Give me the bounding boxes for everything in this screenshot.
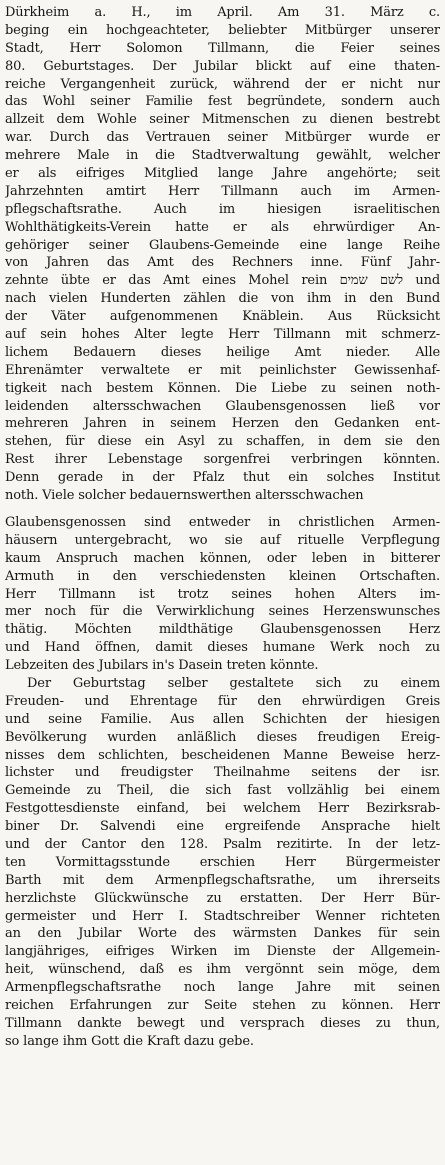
text-line: tigkeit nach bestem Können. Die Liebe zu seinen noth- xyxy=(5,380,440,396)
text-line: Stadt, Herr Solomon Tillmann, die Feier seines xyxy=(5,40,440,56)
text-line: Rest ihrer Lebenstage sorgenfrei verbringen könnten. xyxy=(5,452,440,468)
text-line: ten Vormittagsstunde erschien Herr Bürgermeister xyxy=(5,854,440,870)
text-line: Dürkheim a. H., im April. Am 31. März c. xyxy=(5,5,440,20)
text-line: Herr Tillmann ist trotz seines hohen Alters im- xyxy=(5,586,440,602)
text-line: germeister und Herr I. Stadtschreiber Wenner richteten xyxy=(5,908,440,924)
text-line: Bevölkerung wurden anläßlich dieses freudigen Ereig- xyxy=(5,729,440,745)
text-line: der Väter aufgenommenen Knäblein. Aus Rücksicht xyxy=(5,309,440,325)
text-line: 80. Geburtstages. Der Jubilar blickt auf eine thaten- xyxy=(5,58,440,74)
article-block-1 xyxy=(5,4,440,505)
text-line: biner Dr. Salvendi eine ergreifende Ansprache hielt xyxy=(5,819,440,835)
text-line: lichster und freudigster Theilnahme seitens der isr. xyxy=(5,765,440,781)
text-line: nisses dem schlichten, bescheidenen Manne Beweise herz- xyxy=(5,747,440,763)
text-line: kaum Anspruch machen können, oder leben in bitterer xyxy=(5,550,440,566)
text-line: Glaubensgenossen sind entweder in christlichen Armen- xyxy=(5,514,440,530)
text-line: lichem Bedauern dieses heilige Amt nieder. Alle xyxy=(5,344,440,360)
text-line: noth. Viele solcher bedauernswerthen altersschwachen xyxy=(5,488,364,504)
text-line: Gemeinde zu Theil, die sich fast vollzählig bei einem xyxy=(5,783,440,799)
article-block-3 xyxy=(5,675,440,1051)
text-line: pflegschaftsrathe. Auch im hiesigen israelitischen xyxy=(5,201,440,217)
text-line: mehrere Male in die Stadtverwaltung gewählt, welcher xyxy=(5,148,440,164)
text-line: langjähriges, eifriges Wirken im Dienste der Allgemein- xyxy=(5,944,440,960)
text-line: reichen Erfahrungen zur Seite stehen zu können. Herr xyxy=(5,997,440,1013)
text-line: gehöriger seiner Glaubens-Gemeinde eine lange Reihe xyxy=(5,237,440,253)
text-line: häusern untergebracht, wo sie auf rituelle Verpflegung xyxy=(5,532,440,548)
text-line: an den Jubilar Worte des wärmsten Dankes für sein xyxy=(5,926,440,942)
text-line: und Hand öffnen, damit dieses humane Werk noch zu xyxy=(5,640,440,656)
text-line: allzeit dem Wohle seiner Mitmenschen zu dienen bestrebt xyxy=(5,112,440,128)
text-line: reiche Vergangenheit zurück, während der er nicht nur xyxy=(5,76,440,92)
text-line: Armuth in den verschiedensten kleinen Ortschaften. xyxy=(5,568,440,584)
text-line: Lebzeiten des Jubilars in's Dasein treten könnte. xyxy=(5,658,319,674)
text-line: Jahrzehnten amtirt Herr Tillmann auch im Armen- xyxy=(5,183,440,199)
text-line: er als eifriges Mitglied lange Jahre angehörte; seit xyxy=(5,166,440,182)
text-line: nach vielen Hunderten zählen die von ihm in den Bund xyxy=(5,291,440,307)
column-break xyxy=(5,505,440,514)
text-line: heit, wünschend, daß es ihm vergönnt sein möge, dem xyxy=(5,962,440,978)
article-block-2 xyxy=(5,514,440,675)
text-line: war. Durch das Vertrauen seiner Mitbürger wurde er xyxy=(5,130,440,146)
text-line: mehreren Jahren in seinem Herzen den Gedanken ent- xyxy=(5,416,440,432)
text-line: leidenden altersschwachen Glaubensgenossen ließ vor xyxy=(5,398,440,414)
text-line: so lange ihm Gott die Kraft dazu gebe. xyxy=(5,1033,254,1049)
text-line: Wohlthätigkeits-Verein hatte er als ehrwürdiger An- xyxy=(5,219,440,235)
text-line: und der Cantor den 128. Psalm rezitirte. In der letz- xyxy=(5,836,440,852)
text-line: Der Geburtstag selber gestaltete sich zu einem xyxy=(27,675,440,691)
text-line: und seine Familie. Aus allen Schichten der hiesigen xyxy=(5,711,440,727)
text-line: Tillmann dankte bewegt und versprach dieses zu thun, xyxy=(5,1015,440,1031)
text-line: herzlichste Glückwünsche zu erstatten. Der Herr Bür- xyxy=(5,890,440,906)
text-line: Ehrenämter verwaltete er mit peinlichster Gewissenhaf- xyxy=(5,362,440,378)
text-line: Festgottesdienste einfand, bei welchem Herr Bezirksrab- xyxy=(5,801,440,817)
text-line: zehnte übte er das Amt eines Mohel rein לשם שמים und xyxy=(5,273,440,289)
text-line: Armenpflegschaftsrathe noch lange Jahre mit seinen xyxy=(5,980,440,996)
text-line: auf sein hohes Alter legte Herr Tillmann mit schmerz- xyxy=(5,327,440,343)
text-line: beging ein hochgeachteter, beliebter Mitbürger unserer xyxy=(5,22,440,38)
text-line: stehen, für diese ein Asyl zu schaffen, in dem sie den xyxy=(5,434,440,450)
text-line: von Jahren das Amt des Rechners inne. Fünf Jahr- xyxy=(5,255,440,271)
text-line: Freuden- und Ehrentage für den ehrwürdigen Greis xyxy=(5,693,440,709)
text-line: mer noch für die Verwirklichung seines Herzenswunsches xyxy=(5,604,440,620)
text-line: thätig. Möchten mildthätige Glaubensgenossen Herz xyxy=(5,622,440,638)
text-line: das Wohl seiner Familie fest begründete, sondern auch xyxy=(5,94,440,110)
text-line: Denn gerade in der Pfalz thut ein solches Institut xyxy=(5,470,440,486)
text-line: Barth mit dem Armenpflegschaftsrathe, um ihrerseits xyxy=(5,872,440,888)
